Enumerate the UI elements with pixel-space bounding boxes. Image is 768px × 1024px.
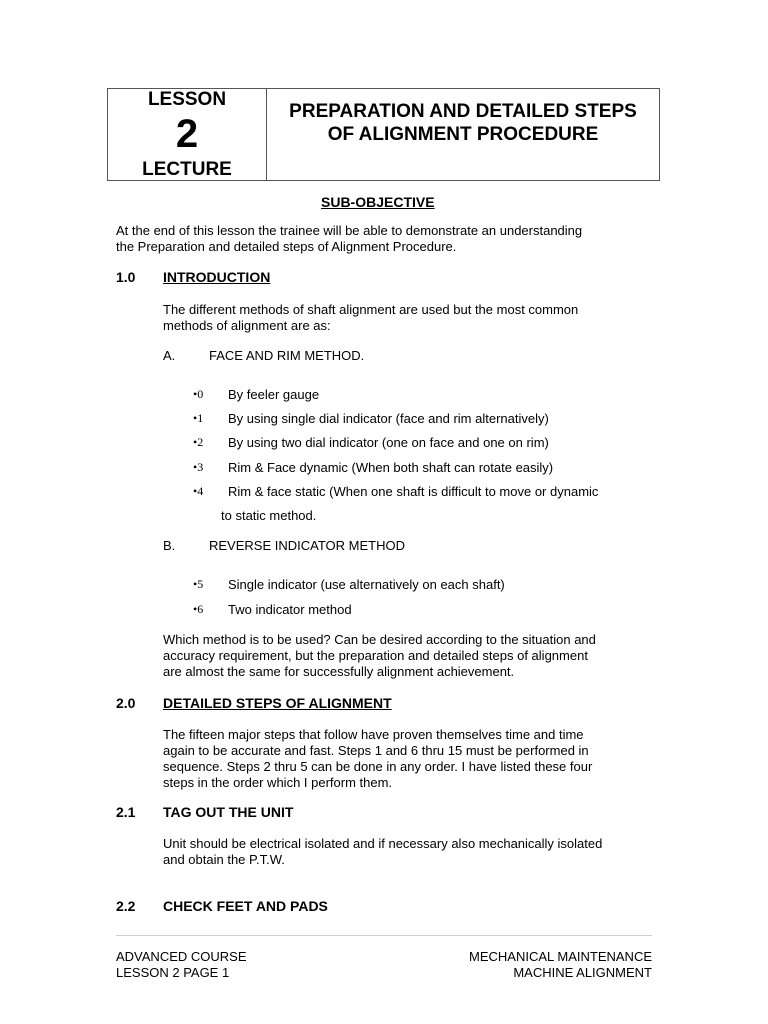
- section-1-closing-line-1: Which method is to be used? Can be desired according to the situation and: [163, 632, 596, 647]
- section-1-closing-line-3: are almost the same for successfully alignment achievement.: [163, 664, 515, 679]
- section-1-intro-line-1: The different methods of shaft alignment are used but the most common: [163, 302, 579, 317]
- a-item-0-text: By feeler gauge: [228, 387, 320, 402]
- method-a-letter: A.: [163, 348, 176, 363]
- lesson-title-line-1: PREPARATION AND DETAILED STEPS: [289, 101, 637, 122]
- b-item-0-text: Single indicator (use alternatively on each shaft): [228, 577, 505, 592]
- section-1-closing-line-2: accuracy requirement, but the preparation and detailed steps of alignment: [163, 648, 588, 663]
- a-item-3-text: Rim & Face dynamic (When both shaft can rotate easily): [228, 460, 554, 475]
- section-1-number: 1.0: [116, 269, 136, 285]
- section-2-1-line-2: and obtain the P.T.W.: [163, 852, 285, 867]
- a-item-0-marker: •0: [193, 387, 204, 401]
- b-item-0-marker: •5: [193, 577, 204, 591]
- a-item-1-marker: •1: [193, 411, 204, 425]
- lecture-label: LECTURE: [142, 159, 232, 180]
- footer-divider: [116, 935, 652, 936]
- lesson-header-box: [107, 88, 660, 181]
- method-b-name: REVERSE INDICATOR METHOD: [209, 538, 405, 553]
- a-item-3-marker: •3: [193, 460, 204, 474]
- lesson-badge: [108, 89, 267, 180]
- a-item-2-text: By using two dial indicator (one on face and one on rim): [228, 435, 549, 450]
- a-item-4-continuation: to static method.: [221, 508, 317, 523]
- footer-left: [116, 949, 247, 981]
- b-item-1-text: Two indicator method: [228, 602, 352, 617]
- sub-objective-text: [116, 223, 582, 255]
- lesson-title: [267, 89, 659, 180]
- section-2-line-2: again to be accurate and fast. Steps 1 and 6 thru 15 must be performed in: [163, 743, 589, 758]
- section-2-number: 2.0: [116, 695, 136, 711]
- section-1-title: INTRODUCTION: [163, 269, 271, 285]
- footer-right: [400, 949, 652, 981]
- footer-course: ADVANCED COURSE: [116, 949, 247, 964]
- section-2-1-line-1: Unit should be electrical isolated and if necessary also mechanically isolated: [163, 836, 603, 851]
- section-2-line-4: steps in the order which I perform them.: [163, 775, 393, 790]
- section-2-1-text: [163, 836, 602, 868]
- section-2-title: DETAILED STEPS OF ALIGNMENT: [163, 695, 392, 711]
- footer-page: LESSON 2 PAGE 1: [116, 965, 230, 980]
- section-2-1-number: 2.1: [116, 804, 136, 820]
- footer-department: MECHANICAL MAINTENANCE: [469, 949, 652, 964]
- lesson-label: LESSON: [147, 89, 227, 110]
- footer-topic: MACHINE ALIGNMENT: [513, 965, 652, 980]
- method-a-name: FACE AND RIM METHOD.: [209, 348, 365, 363]
- section-1-closing: [163, 632, 596, 680]
- section-2-line-3: sequence. Steps 2 thru 5 can be done in any order. I have listed these four: [163, 759, 593, 774]
- b-item-1-marker: •6: [193, 602, 204, 616]
- lesson-title-line-2: OF ALIGNMENT PROCEDURE: [327, 124, 599, 145]
- lesson-number: 2: [175, 112, 199, 156]
- section-2-2-title: CHECK FEET AND PADS: [163, 898, 328, 914]
- sub-objective-heading: SUB-OBJECTIVE: [321, 194, 435, 210]
- sub-objective-line-2: the Preparation and detailed steps of Alignment Procedure.: [116, 239, 457, 254]
- section-1-intro: [163, 302, 578, 334]
- a-item-4-text: Rim & face static (When one shaft is difficult to move or dynamic: [228, 484, 599, 499]
- section-1-intro-line-2: methods of alignment are as:: [163, 318, 331, 333]
- section-2-text: [163, 727, 592, 791]
- a-item-1-text: By using single dial indicator (face and rim alternatively): [228, 411, 549, 426]
- section-2-line-1: The fifteen major steps that follow have proven themselves time and time: [163, 727, 584, 742]
- sub-objective-line-1: At the end of this lesson the trainee will be able to demonstrate an understanding: [116, 223, 583, 238]
- a-item-4-marker: •4: [193, 484, 204, 498]
- section-2-1-title: TAG OUT THE UNIT: [163, 804, 294, 820]
- section-2-2-number: 2.2: [116, 898, 136, 914]
- a-item-2-marker: •2: [193, 435, 204, 449]
- method-b-letter: B.: [163, 538, 176, 553]
